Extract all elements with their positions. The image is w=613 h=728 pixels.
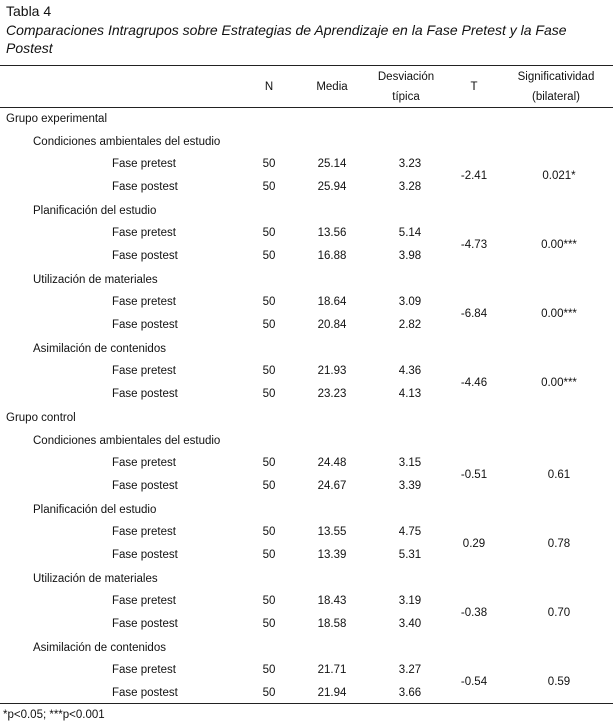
cell-desviacion: 3.09 bbox=[398, 296, 422, 308]
header-tipica: típica bbox=[392, 91, 420, 103]
cell-significatividad: 0.00*** bbox=[541, 307, 577, 320]
bottom-rule bbox=[0, 703, 613, 704]
cell-n: 50 bbox=[262, 687, 276, 699]
strategy-label: Planificación del estudio bbox=[33, 205, 157, 217]
cell-significatividad: 0.70 bbox=[547, 606, 571, 619]
cell-significatividad: 0.021* bbox=[542, 169, 576, 182]
cell-t: -0.51 bbox=[460, 468, 488, 481]
cell-media: 18.58 bbox=[317, 618, 347, 630]
header-desviacion: Desviación bbox=[377, 71, 435, 83]
cell-media: 16.88 bbox=[317, 250, 347, 262]
phase-label: Fase pretest bbox=[112, 365, 176, 377]
cell-media: 13.39 bbox=[317, 549, 347, 561]
header-significatividad: Significatividad bbox=[517, 71, 595, 83]
cell-desviacion: 2.82 bbox=[398, 319, 422, 331]
cell-media: 21.94 bbox=[317, 687, 347, 699]
strategy-label: Condiciones ambientales del estudio bbox=[33, 435, 221, 447]
phase-label: Fase postest bbox=[112, 319, 178, 331]
cell-n: 50 bbox=[262, 618, 276, 630]
cell-n: 50 bbox=[262, 227, 276, 239]
cell-significatividad: 0.61 bbox=[547, 468, 571, 481]
group-label: Grupo control bbox=[6, 412, 76, 424]
cell-t: -0.54 bbox=[460, 675, 488, 688]
cell-media: 24.48 bbox=[317, 457, 347, 469]
cell-n: 50 bbox=[262, 158, 276, 170]
cell-desviacion: 4.36 bbox=[398, 365, 422, 377]
phase-label: Fase pretest bbox=[112, 227, 176, 239]
cell-n: 50 bbox=[262, 549, 276, 561]
table-number: Tabla 4 bbox=[6, 3, 52, 19]
phase-label: Fase postest bbox=[112, 181, 178, 193]
cell-t: 0.29 bbox=[462, 537, 486, 550]
phase-label: Fase postest bbox=[112, 549, 178, 561]
table-title: Comparaciones Intragrupos sobre Estrategias de Aprendizaje en la Fase Pretest y la Fase Postest bbox=[6, 22, 567, 56]
cell-n: 50 bbox=[262, 388, 276, 400]
cell-desviacion: 4.75 bbox=[398, 526, 422, 538]
top-rule bbox=[0, 65, 613, 66]
header-n: N bbox=[264, 81, 274, 93]
cell-n: 50 bbox=[262, 526, 276, 538]
phase-label: Fase pretest bbox=[112, 664, 176, 676]
cell-significatividad: 0.78 bbox=[547, 537, 571, 550]
strategy-label: Planificación del estudio bbox=[33, 504, 157, 516]
cell-n: 50 bbox=[262, 664, 276, 676]
strategy-label: Asimilación de contenidos bbox=[33, 642, 166, 654]
group-label: Grupo experimental bbox=[6, 113, 107, 125]
header-t: T bbox=[470, 81, 478, 93]
cell-significatividad: 0.00*** bbox=[541, 238, 577, 251]
cell-desviacion: 3.98 bbox=[398, 250, 422, 262]
strategy-label: Asimilación de contenidos bbox=[33, 343, 166, 355]
phase-label: Fase pretest bbox=[112, 158, 176, 170]
cell-desviacion: 3.66 bbox=[398, 687, 422, 699]
phase-label: Fase postest bbox=[112, 480, 178, 492]
cell-media: 18.64 bbox=[317, 296, 347, 308]
cell-desviacion: 3.28 bbox=[398, 181, 422, 193]
cell-desviacion: 3.39 bbox=[398, 480, 422, 492]
cell-desviacion: 3.40 bbox=[398, 618, 422, 630]
cell-media: 21.93 bbox=[317, 365, 347, 377]
cell-desviacion: 5.31 bbox=[398, 549, 422, 561]
cell-n: 50 bbox=[262, 480, 276, 492]
cell-media: 23.23 bbox=[317, 388, 347, 400]
cell-significatividad: 0.00*** bbox=[541, 376, 577, 389]
cell-desviacion: 4.13 bbox=[398, 388, 422, 400]
cell-media: 25.14 bbox=[317, 158, 347, 170]
header-rule bbox=[0, 107, 613, 108]
phase-label: Fase postest bbox=[112, 687, 178, 699]
cell-media: 25.94 bbox=[317, 181, 347, 193]
phase-label: Fase postest bbox=[112, 250, 178, 262]
cell-desviacion: 3.19 bbox=[398, 595, 422, 607]
phase-label: Fase pretest bbox=[112, 595, 176, 607]
cell-media: 24.67 bbox=[317, 480, 347, 492]
phase-label: Fase postest bbox=[112, 388, 178, 400]
footnote: *p<0.05; ***p<0.001 bbox=[3, 709, 105, 721]
phase-label: Fase pretest bbox=[112, 457, 176, 469]
phase-label: Fase pretest bbox=[112, 296, 176, 308]
cell-desviacion: 5.14 bbox=[398, 227, 422, 239]
cell-desviacion: 3.27 bbox=[398, 664, 422, 676]
cell-media: 18.43 bbox=[317, 595, 347, 607]
phase-label: Fase pretest bbox=[112, 526, 176, 538]
strategy-label: Utilización de materiales bbox=[33, 573, 158, 585]
cell-media: 20.84 bbox=[317, 319, 347, 331]
cell-t: -4.73 bbox=[460, 238, 488, 251]
cell-t: -4.46 bbox=[460, 376, 488, 389]
cell-n: 50 bbox=[262, 250, 276, 262]
header-media: Media bbox=[316, 81, 348, 93]
cell-t: -0.38 bbox=[460, 606, 488, 619]
cell-t: -6.84 bbox=[460, 307, 488, 320]
phase-label: Fase postest bbox=[112, 618, 178, 630]
cell-media: 13.56 bbox=[317, 227, 347, 239]
cell-n: 50 bbox=[262, 296, 276, 308]
cell-media: 13.55 bbox=[317, 526, 347, 538]
cell-n: 50 bbox=[262, 319, 276, 331]
cell-n: 50 bbox=[262, 181, 276, 193]
cell-t: -2.41 bbox=[460, 169, 488, 182]
strategy-label: Condiciones ambientales del estudio bbox=[33, 136, 221, 148]
cell-n: 50 bbox=[262, 457, 276, 469]
cell-media: 21.71 bbox=[317, 664, 347, 676]
cell-n: 50 bbox=[262, 365, 276, 377]
cell-desviacion: 3.23 bbox=[398, 158, 422, 170]
strategy-label: Utilización de materiales bbox=[33, 274, 158, 286]
header-bilateral: (bilateral) bbox=[532, 91, 580, 103]
cell-desviacion: 3.15 bbox=[398, 457, 422, 469]
cell-significatividad: 0.59 bbox=[547, 675, 571, 688]
cell-n: 50 bbox=[262, 595, 276, 607]
